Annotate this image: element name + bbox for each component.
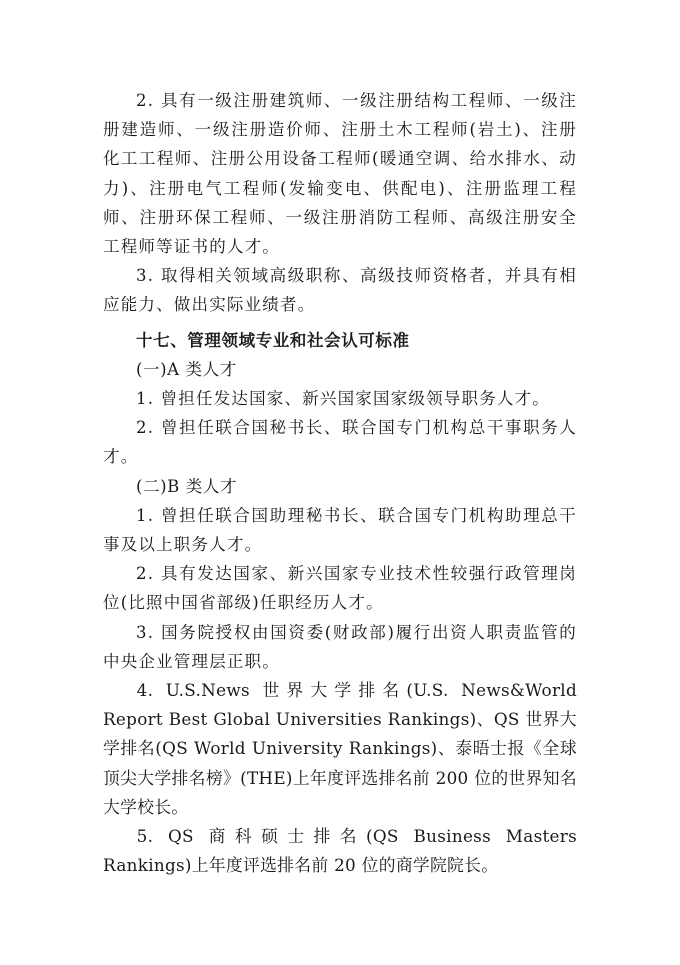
document-body: [103, 86, 577, 880]
class-a-title: (一)A 类人才: [136, 359, 237, 379]
class-b-item-2: 2. 具有发达国家、新兴国家专业技术性较强行政管理岗位(比照中国省部级)任职经历人才。: [103, 564, 577, 613]
class-b-title: (二)B 类人才: [136, 476, 238, 496]
class-b-item-5: 5. QS 商科硕士排名(QS Business Masters Rankings)上年度评选排名前 20 位的商学院院长。: [103, 826, 577, 876]
class-b-item-1: 1. 曾担任联合国助理秘书长、联合国专门机构助理总干事及以上职务人才。: [103, 505, 577, 555]
section-17-heading: 十七、管理领域专业和社会认可标准: [136, 330, 410, 350]
class-a-item-1: 1. 曾担任发达国家、新兴国家国家级领导职务人才。: [136, 389, 550, 409]
class-a-item-2: 2. 曾担任联合国秘书长、联合国专门机构总干事职务人才。: [103, 418, 577, 467]
class-b-item-3: 3. 国务院授权由国资委(财政部)履行出资人职责监管的中央企业管理层正职。: [103, 622, 577, 671]
paragraph-item-3: 3. 取得相关领域高级职称、高级技师资格者，并具有相应能力、做出实际业绩者。: [103, 266, 577, 315]
paragraph-item-2: 2. 具有一级注册建筑师、一级注册结构工程师、一级注册建造师、一级注册造价师、注册土木工程师(岩土)、注册化工工程师、注册公用设备工程师(暖通空调、给水排水、动力)、注册电气工程师(发输变电、供配电)、注册监理工程师、注册环保工程师、一级注册消防工程师、高级注册安全工程师等证书的人才。: [103, 91, 577, 257]
class-b-item-4: 4. U.S.News 世界大学排名(U.S. News&World Report Best Global Universities Rankings)、QS 世界大学排名(QS World University Rankings)、泰晤士报《全球顶尖大学排名榜》(THE)上年度评选排名前 200 位的世界知名大学校长。: [103, 680, 577, 817]
